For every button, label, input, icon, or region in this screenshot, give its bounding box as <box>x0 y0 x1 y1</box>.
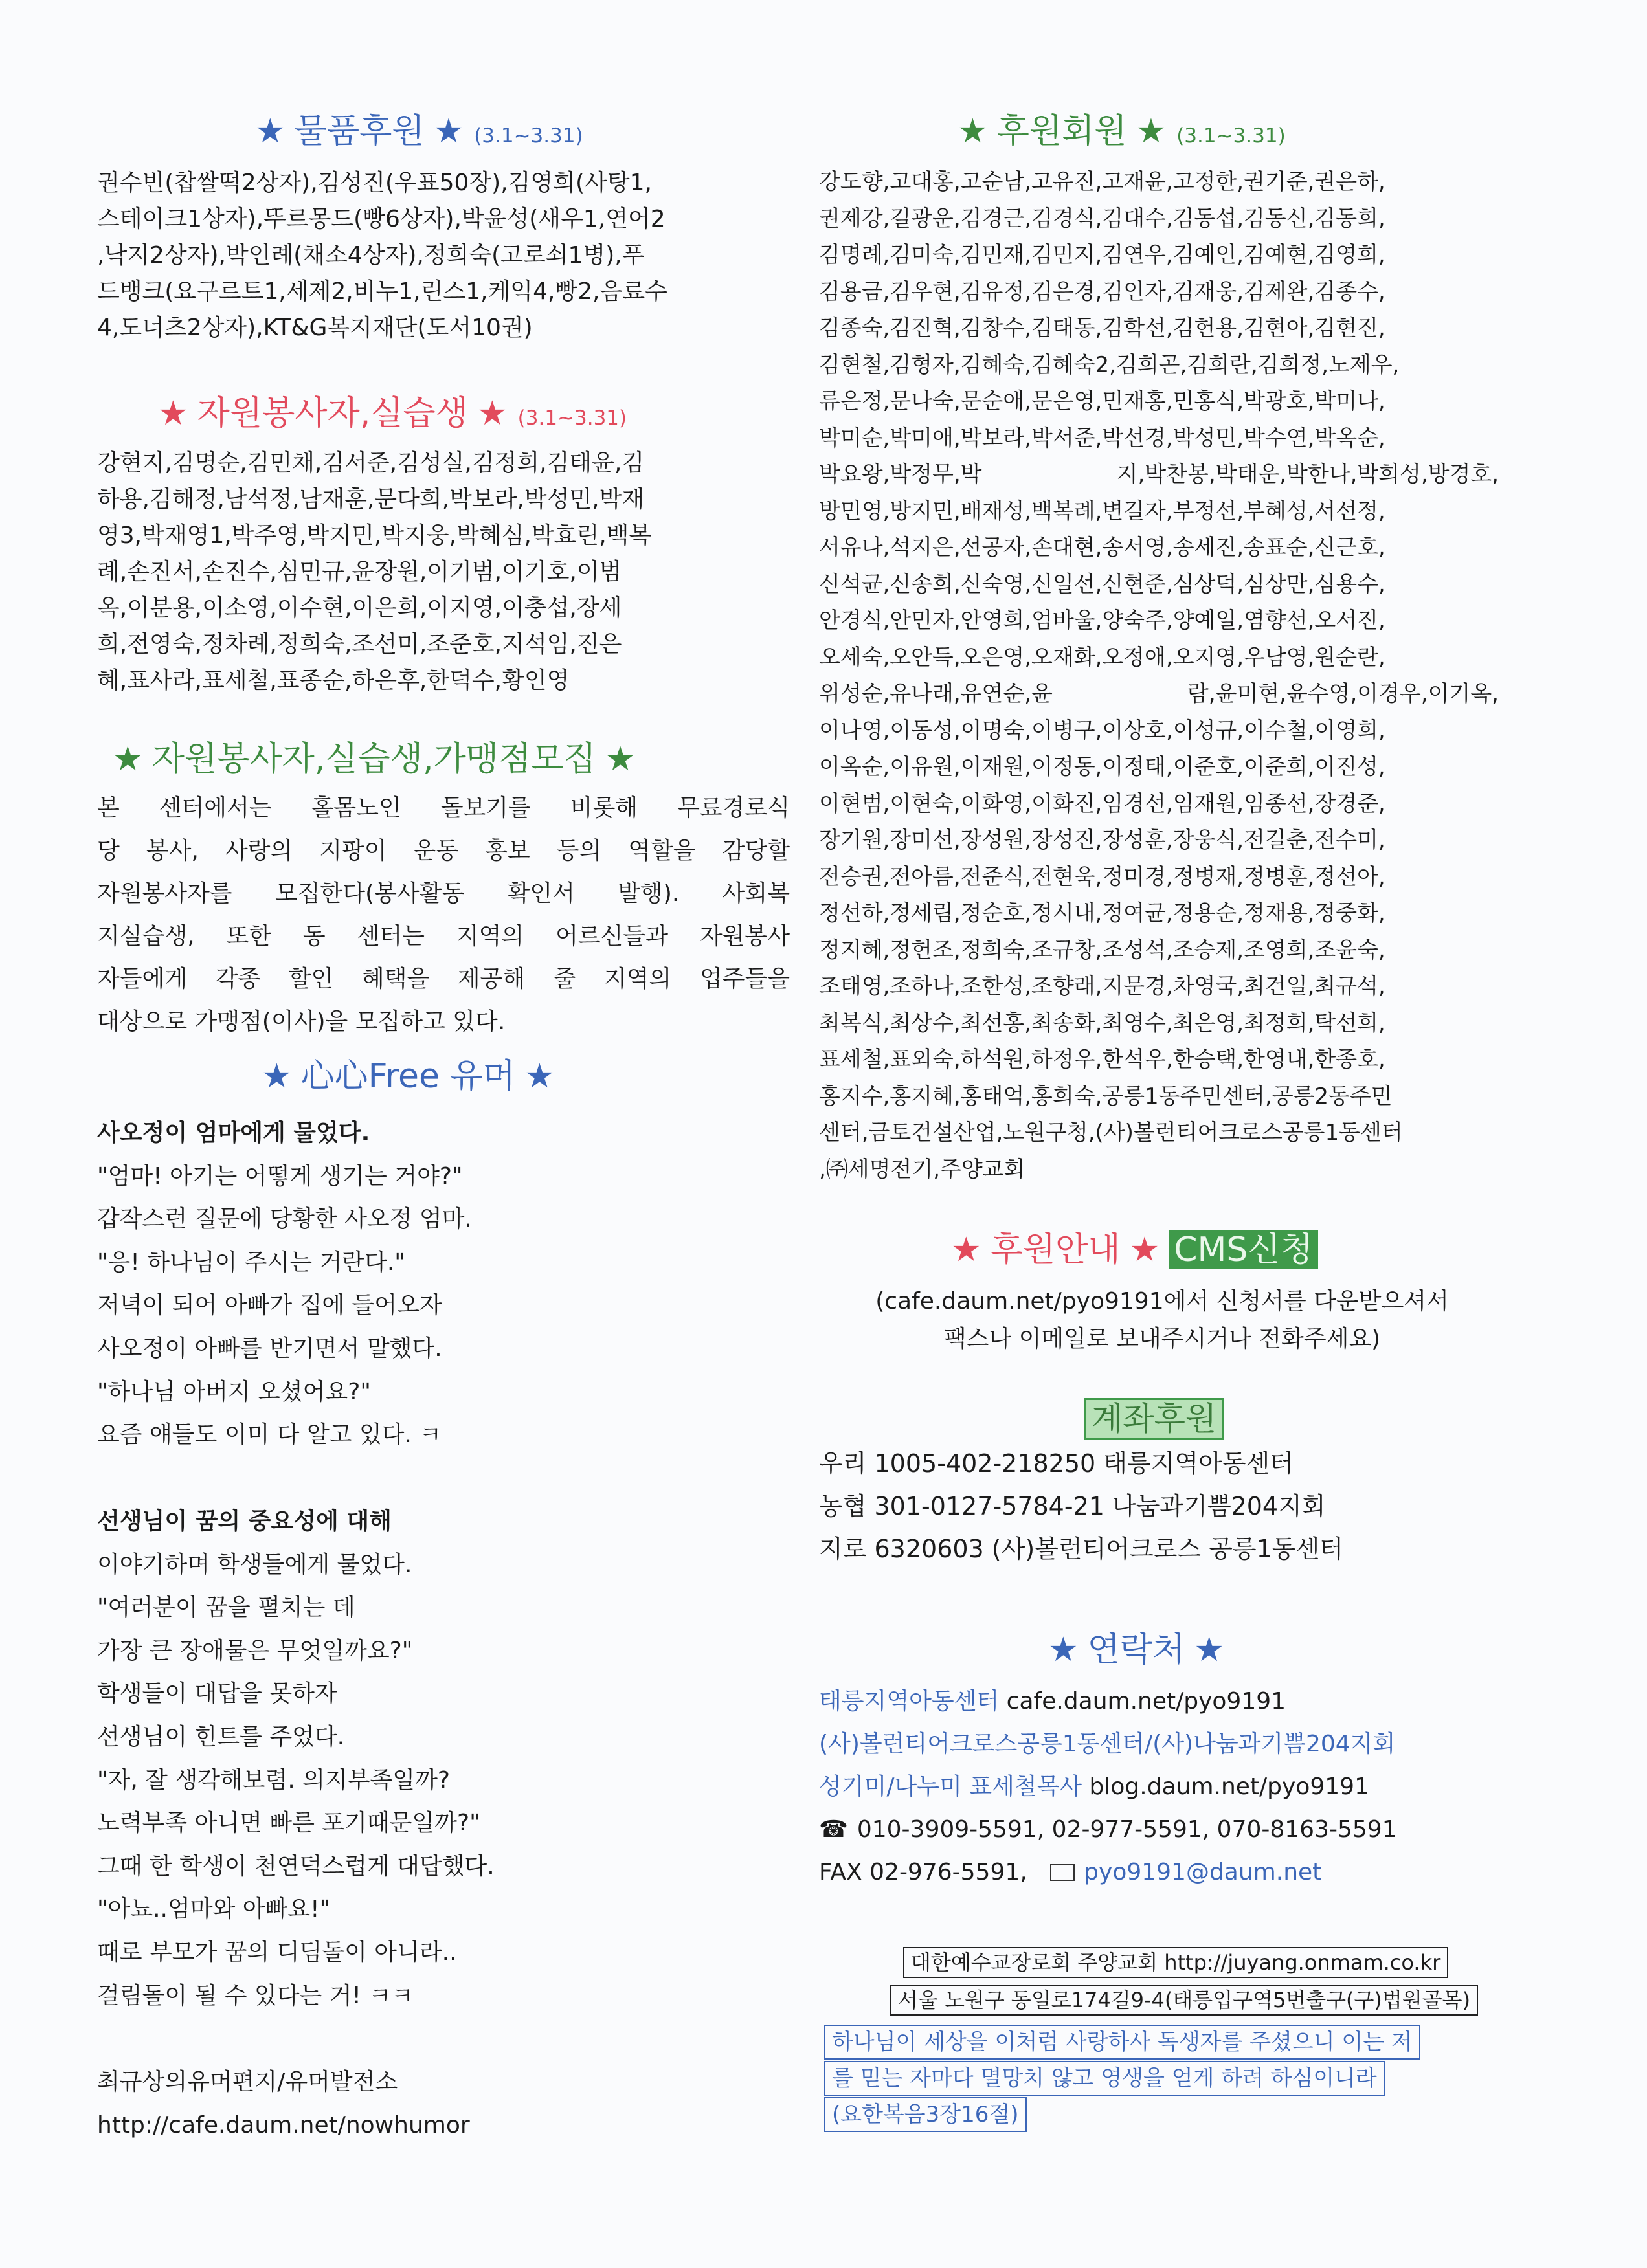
account-list <box>819 1442 1505 1570</box>
recruit-line: 대상으로 가맹점(이사)을 모집하고 있다. <box>97 1008 506 1035</box>
humor-line: "하나님 아버지 오셨어요?" <box>97 1378 371 1405</box>
star-icon: ★ <box>1194 1630 1224 1669</box>
guide-title: 후원안내 <box>990 1230 1121 1269</box>
verse-reference: (요한복음3장16절) <box>824 2097 1027 2132</box>
account-title: 계좌후원 <box>1084 1398 1224 1440</box>
members-line: 박미순,박미애,박보라,박서준,박선경,박성민,박수연,박옥순, <box>819 425 1385 451</box>
members-line: 이나영,이동성,이명숙,이병구,이상호,이성규,이수철,이영희, <box>819 717 1385 744</box>
guide-heading <box>942 1222 1318 1271</box>
humor-line: 그때 한 학생이 천연덕스럽게 대답했다. <box>97 1852 495 1880</box>
humor-line: 요즘 얘들도 이미 다 알고 있다. ㅋ <box>97 1421 442 1449</box>
volunteers-line: 례,손진서,손진수,심민규,윤장원,이기범,이기호,이범 <box>97 559 622 585</box>
members-line: 장기원,장미선,장성원,장성진,장성훈,장웅식,전길춘,전수미, <box>819 827 1385 853</box>
star-icon: ★ <box>1136 112 1167 151</box>
bible-verse <box>824 2025 1510 2133</box>
contact-center-line <box>819 1680 1505 1723</box>
humor-story-2 <box>97 1500 790 2018</box>
humor-line: 학생들이 대답을 못하자 <box>97 1680 337 1707</box>
members-line: 오세숙,오안득,오은영,오재화,오정애,오지영,우남영,원순란, <box>819 644 1385 671</box>
contact-blog-name: 성기미/나누미 표세철목사 <box>819 1773 1082 1800</box>
humor-line: "엄마! 아기는 어떻게 생기는 거야?" <box>97 1162 463 1190</box>
members-line: 김현철,김형자,김혜숙,김혜숙2,김희곤,김희란,김희정,노제우, <box>819 351 1400 378</box>
cms-apply-badge[interactable]: CMS신청 <box>1169 1230 1318 1269</box>
goods-line: 드뱅크(요구르트1,세제2,비누1,린스1,케익4,빵2,음료수 <box>97 278 667 305</box>
members-line: 정선하,정세림,정순호,정시내,정여균,정용순,정재용,정중화, <box>819 900 1385 926</box>
members-line: ,㈜세명전기,주양교회 <box>819 1156 1025 1183</box>
volunteers-line: 혜,표사라,표세철,표종순,하은후,한덕수,황인영 <box>97 667 570 694</box>
humor-line: 사오정이 아빠를 반기면서 말했다. <box>97 1335 442 1362</box>
volunteers-line: 강현지,김명순,김민채,김서준,김성실,김정희,김태윤,김 <box>97 450 645 476</box>
account-line: 우리 1005-402-218250 태릉지역아동센터 <box>819 1449 1294 1478</box>
star-icon: ★ <box>524 1057 555 1096</box>
volunteers-list <box>97 445 793 699</box>
guide-desc-line: 팩스나 이메일로 보내주시거나 전화주세요) <box>943 1326 1381 1352</box>
humor-line: 선생님이 힌트를 주었다. <box>97 1723 345 1750</box>
recruit-heading <box>104 731 644 780</box>
humor-line: 갑작스런 질문에 당황한 사오정 엄마. <box>97 1206 472 1233</box>
members-line: 강도향,고대홍,고순남,고유진,고재윤,고정한,권기준,권은하, <box>819 169 1385 195</box>
members-line: 신석균,신송희,신숙영,신일선,신현준,심상덕,심상만,심용수, <box>819 571 1385 597</box>
members-line: 방민영,방지민,배재성,백복례,변길자,부정선,부혜성,서선정, <box>819 498 1385 524</box>
humor-line: 때로 부모가 꿈의 디딤돌이 아니라.. <box>97 1939 457 1966</box>
humor-story-1 <box>97 1112 790 1457</box>
goods-range: (3.1~3.31) <box>474 124 583 148</box>
members-heading <box>948 104 1286 152</box>
mail-icon <box>1050 1864 1075 1881</box>
contact-heading <box>1039 1622 1233 1671</box>
humor-line: 이야기하며 학생들에게 물었다. <box>97 1551 412 1578</box>
account-heading <box>1084 1393 1224 1440</box>
members-line: 박요왕,박정무,박 지,박찬봉,박태운,박한나,박희성,방경호, <box>819 461 1499 487</box>
volunteers-line: 희,전영숙,정차례,정희숙,조선미,조준호,지석임,진은 <box>97 631 622 658</box>
members-line: 김종숙,김진혁,김창수,김태동,김학선,김헌용,김현아,김현진, <box>819 315 1385 341</box>
star-icon: ★ <box>605 740 636 779</box>
humor-line: "자, 잘 생각해보렴. 의지부족일까? <box>97 1766 450 1794</box>
recruit-text <box>97 787 790 1043</box>
contact-center-url[interactable]: cafe.daum.net/pyo9191 <box>999 1688 1286 1715</box>
star-icon: ★ <box>477 394 508 433</box>
humor-line: 저녁이 되어 아빠가 집에 들어오자 <box>97 1292 442 1319</box>
contact-org-line: (사)볼런티어크로스공릉1동센터/(사)나눔과기쁨204지회 <box>819 1731 1396 1757</box>
members-line: 위성순,유나래,유연순,윤 람,윤미현,윤수영,이경우,이기옥, <box>819 681 1499 707</box>
star-icon: ★ <box>113 740 143 779</box>
church-address-row <box>890 1984 1499 2022</box>
humor-line: 사오정이 엄마에게 물었다. <box>97 1120 370 1146</box>
members-line: 김용금,김우현,김유정,김은경,김인자,김재웅,김제완,김종수, <box>819 278 1385 305</box>
volunteers-heading <box>149 386 627 434</box>
goods-line: 스테이크1상자),뚜르몽드(빵6상자),박윤성(새우1,연어2 <box>97 206 666 232</box>
contact-fax: FAX 02-976-5591, <box>819 1859 1027 1885</box>
contact-title: 연락처 <box>1087 1630 1185 1669</box>
verse-row <box>824 2097 1510 2133</box>
recruit-line: 본 센터에서는 홀몸노인 돌보기를 비롯해 무료경로식 <box>97 795 790 821</box>
humor-heading <box>252 1049 564 1097</box>
members-line: 이현범,이현숙,이화영,이화진,임경선,임재원,임종선,장경준, <box>819 790 1385 817</box>
church-name: 대한예수교장로회 주양교회 http://juyang.onmam.co.kr <box>903 1947 1448 1978</box>
volunteers-line: 하용,김해정,남석정,남재훈,문다희,박보라,박성민,박재 <box>97 486 645 513</box>
volunteers-range: (3.1~3.31) <box>517 406 627 430</box>
members-line: 권제강,길광운,김경근,김경식,김대수,김동섭,김동신,김동희, <box>819 205 1385 232</box>
verse-line: 를 믿는 자마다 멸망치 않고 영생을 얻게 하려 하심이니라 <box>824 2061 1385 2096</box>
star-icon: ★ <box>1129 1230 1160 1269</box>
contact-list <box>819 1680 1505 1894</box>
humor-line: 가장 큰 장애물은 무엇일까요?" <box>97 1637 413 1664</box>
humor-line: "아뇨..엄마와 아빠요!" <box>97 1896 331 1923</box>
members-line: 센터,금토건설산업,노원구청,(사)볼런티어크로스공릉1동센터 <box>819 1120 1403 1146</box>
goods-line: 4,도너츠2상자),KT&G복지재단(도서10권) <box>97 315 533 341</box>
humor-line: "여러분이 꿈을 펼치는 데 <box>97 1594 355 1621</box>
volunteers-line: 영3,박재영1,박주영,박지민,박지웅,박혜심,박효린,백복 <box>97 522 652 549</box>
members-title: 후원회원 <box>996 112 1127 151</box>
recruit-title: 자원봉사자,실습생,가맹점모집 <box>151 740 596 779</box>
guide-desc-line: (cafe.daum.net/pyo9191에서 신청서를 다운받으셔서 <box>875 1288 1449 1315</box>
church-name-row <box>903 1947 1499 1984</box>
account-line: 농협 301-0127-5784-21 나눔과기쁨204지회 <box>819 1492 1326 1520</box>
goods-heading <box>246 104 583 152</box>
goods-list <box>97 165 796 346</box>
humor-title: 心心Free 유머 <box>300 1057 515 1096</box>
members-line: 조태영,조하나,조한성,조향래,지문경,차영국,최건일,최규석, <box>819 973 1385 999</box>
goods-line: 권수빈(찹쌀떡2상자),김성진(우표50장),김영희(사탕1, <box>97 170 652 196</box>
members-line: 김명례,김미숙,김민재,김민지,김연우,김예인,김예현,김영희, <box>819 242 1385 268</box>
contact-fax-line <box>819 1851 1505 1894</box>
contact-center-name: 태릉지역아동센터 <box>819 1688 1000 1715</box>
members-line: 이옥순,이유원,이재원,이정동,이정태,이준호,이준희,이진성, <box>819 754 1385 780</box>
phone-icon: ☎ <box>819 1816 848 1843</box>
contact-email[interactable]: pyo9191@daum.net <box>1084 1859 1322 1885</box>
star-icon: ★ <box>1048 1630 1079 1669</box>
humor-line: 노력부족 아니면 빠른 포기때문일까?" <box>97 1810 480 1837</box>
church-info <box>898 1947 1499 2022</box>
verse-row <box>824 2025 1510 2061</box>
humor-source <box>97 2061 790 2147</box>
recruit-line: 당 봉사, 사랑의 지팡이 운동 홍보 등의 역할을 감당할 <box>97 838 790 864</box>
star-icon: ★ <box>958 112 988 151</box>
star-icon: ★ <box>158 394 188 433</box>
contact-blog-line <box>819 1766 1505 1808</box>
recruit-line: 지실습생, 또한 동 센터는 지역의 어르신들과 자원봉사 <box>97 923 790 950</box>
members-line: 표세철,표외숙,하석원,하정우,한석우,한승택,한영내,한종호, <box>819 1047 1385 1073</box>
members-list <box>819 164 1499 1188</box>
guide-desc <box>819 1283 1505 1358</box>
verse-row <box>824 2061 1510 2097</box>
recruit-line: 자원봉사자를 모집한다(봉사활동 확인서 발행). 사회복 <box>97 880 790 907</box>
account-line: 지로 6320603 (사)볼런티어크로스 공릉1동센터 <box>819 1535 1343 1563</box>
members-line: 전승권,전아름,전준식,전현욱,정미경,정병재,정병훈,정선아, <box>819 863 1385 890</box>
humor-line: "응! 하나님이 주시는 거란다." <box>97 1249 405 1276</box>
members-line: 서유나,석지은,선공자,손대현,송서영,송세진,송표순,신근호, <box>819 535 1385 561</box>
members-range: (3.1~3.31) <box>1176 124 1286 148</box>
humor-line: 걸림돌이 될 수 있다는 거! ㅋㅋ <box>97 1982 414 2009</box>
contact-phone-line <box>819 1808 1505 1851</box>
volunteers-title: 자원봉사자,실습생 <box>197 394 469 433</box>
humor-source-url[interactable]: http://cafe.daum.net/nowhumor <box>97 2111 470 2139</box>
humor-source-name: 최규상의유머편지/유머발전소 <box>97 2069 398 2095</box>
contact-blog-url[interactable]: blog.daum.net/pyo9191 <box>1082 1773 1369 1800</box>
volunteers-line: 옥,이분용,이소영,이수현,이은희,이지영,이충섭,장세 <box>97 595 622 621</box>
star-icon: ★ <box>433 112 464 151</box>
contact-phones: 010-3909-5591, 02-977-5591, 070-8163-5591 <box>857 1816 1397 1843</box>
members-line: 최복식,최상수,최선홍,최송화,최영수,최은영,최정희,탁선희, <box>819 1010 1385 1036</box>
members-line: 정지혜,정헌조,정희숙,조규창,조성석,조승제,조영희,조윤숙, <box>819 937 1385 963</box>
members-line: 홍지수,홍지혜,홍태억,홍희숙,공릉1동주민센터,공릉2동주민 <box>819 1083 1393 1109</box>
goods-title: 물품후원 <box>294 112 425 151</box>
star-icon: ★ <box>262 1057 292 1096</box>
members-line: 안경식,안민자,안영희,엄바울,양숙주,양예일,염향선,오서진, <box>819 608 1385 634</box>
goods-line: ,낙지2상자),박인례(채소4상자),정희숙(고로쇠1병),푸 <box>97 242 645 269</box>
verse-line: 하나님이 세상을 이처럼 사랑하사 독생자를 주셨으니 이는 저 <box>824 2025 1420 2060</box>
recruit-line: 자들에게 각종 할인 혜택을 제공해 줄 지역의 업주들을 <box>97 966 790 992</box>
members-line: 류은정,문나숙,문순애,문은영,민재홍,민홍식,박광호,박미나, <box>819 388 1385 414</box>
star-icon: ★ <box>951 1230 981 1269</box>
star-icon: ★ <box>255 112 286 151</box>
humor-line: 선생님이 꿈의 중요성에 대해 <box>97 1508 392 1535</box>
church-address: 서울 노원구 동일로174길9-4(태릉입구역5번출구(구)법원골목) <box>890 1984 1478 2016</box>
